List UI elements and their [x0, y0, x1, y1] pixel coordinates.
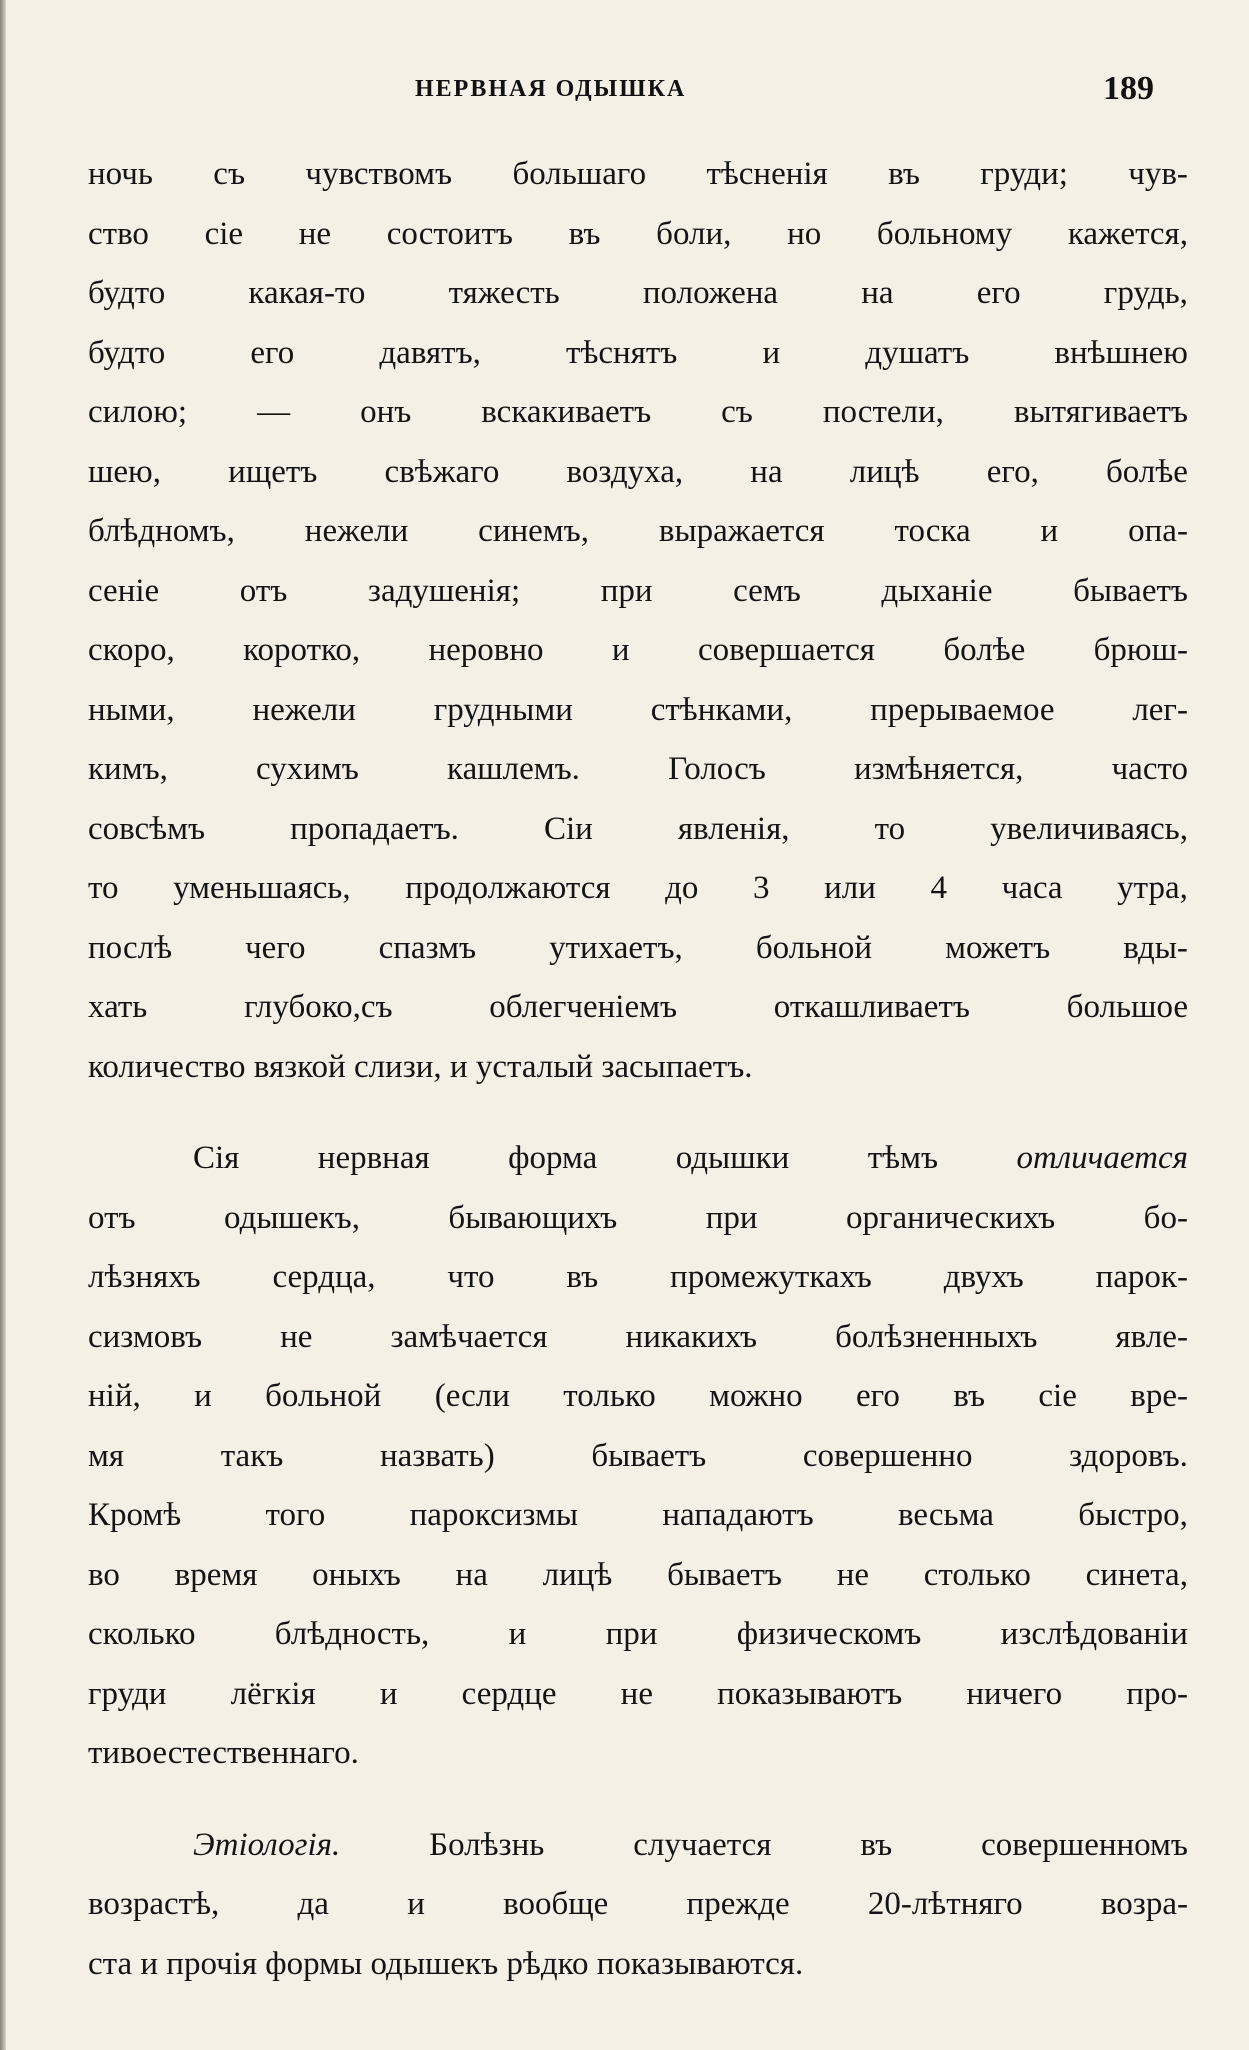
text-line: силою; — онъ вскакиваетъ съ постели, вытягиваетъ [88, 394, 1188, 430]
text-line: сеніе отъ задушенія; при семъ дыханіе бываетъ [88, 572, 1188, 609]
text-line: ночь съ чувствомъ большаго тѣсненія въ груди; чув- [88, 156, 1188, 192]
text-line: кимъ, сухимъ кашлемъ. Голосъ измѣняется, часто [88, 751, 1188, 787]
text-line: Этіологія. Болѣзнь случается въ совершенномъ [193, 1826, 1188, 1863]
paragraph-gap [88, 1784, 1188, 1816]
text-line: груди лёгкія и сердце не показываютъ ничего про- [88, 1675, 1188, 1712]
text-line: мя такъ назвать) бываетъ совершенно здоровъ. [88, 1437, 1188, 1474]
text-line: ста и прочія формы одышекъ рѣдко показываются. [88, 1945, 804, 1982]
paragraph [88, 1816, 1188, 1995]
paragraph [88, 1129, 1188, 1784]
text-line: шею, ищетъ свѣжаго воздуха, на лицѣ его, болѣе [88, 453, 1188, 490]
text-line: скоро, коротко, неровно и совершается болѣе брюш- [88, 632, 1188, 668]
page-header [0, 70, 1249, 110]
text-line: будто его давятъ, тѣснятъ и душатъ внѣшнею [88, 334, 1188, 371]
text-line: возрастѣ, да и вообще прежде 20-лѣтняго возра- [88, 1886, 1188, 1922]
text-line: Кромѣ того пароксизмы нападаютъ весьма быстро, [88, 1497, 1188, 1533]
text-line: послѣ чего спазмъ утихаетъ, больной можетъ вды- [88, 929, 1188, 966]
text-line: Сія нервная форма одышки тѣмъ отличается [193, 1140, 1188, 1176]
text-line: во время оныхъ на лицѣ бываетъ не столько синета, [88, 1556, 1188, 1593]
text-line: ными, нежели грудными стѣнками, прерываемое лег- [88, 691, 1188, 728]
text-line: блѣдномъ, нежели синемъ, выражается тоска и опа- [88, 513, 1188, 549]
page-number: 189 [1103, 70, 1154, 107]
page-spine-shadow [0, 0, 6, 2050]
text-line: количество вязкой слизи, и усталый засыпаетъ. [88, 1048, 753, 1085]
text-line: тивоестественнаго. [88, 1735, 359, 1771]
text-line: ство сіе не состоитъ въ боли, но больному кажется, [88, 215, 1188, 252]
text-line: будто какая-то тяжесть положена на его грудь, [88, 275, 1188, 311]
text-line: то уменьшаясь, продолжаются до 3 или 4 часа утра, [88, 870, 1188, 906]
text-line: хать глубоко,съ облегченіемъ откашливаетъ большое [88, 989, 1188, 1025]
text-line: отъ одышекъ, бывающихъ при органическихъ бо- [88, 1199, 1188, 1236]
text-line: ній, и больной (если только можно его въ сіе вре- [88, 1378, 1188, 1414]
text-line: лѣзняхъ сердца, что въ промежуткахъ двухъ парок- [88, 1259, 1188, 1295]
body-text [88, 145, 1188, 1994]
paragraph [88, 145, 1188, 1097]
text-line: сизмовъ не замѣчается никакихъ болѣзненныхъ явле- [88, 1318, 1188, 1355]
paragraph-gap [88, 1097, 1188, 1129]
text-line: сколько блѣдность, и при физическомъ изслѣдованіи [88, 1616, 1188, 1652]
running-title: НЕРВНАЯ ОДЫШКА [415, 76, 687, 102]
text-line: совсѣмъ пропадаетъ. Сіи явленія, то увеличиваясь, [88, 810, 1188, 847]
